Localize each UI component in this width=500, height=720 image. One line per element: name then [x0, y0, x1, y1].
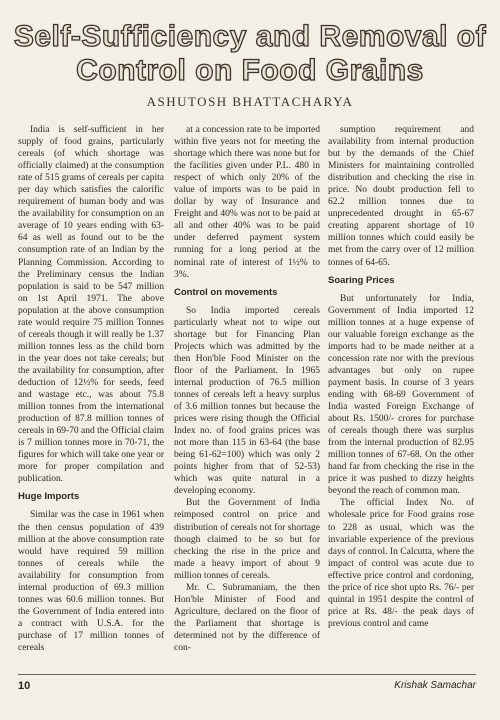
section-heading: Soaring Prices — [328, 274, 395, 286]
magazine-name: Krishak Samachar — [394, 680, 476, 691]
section-heading: Huge Imports — [18, 491, 80, 503]
article-column-3 — [328, 124, 474, 630]
section-heading: Control on movements — [174, 286, 278, 298]
paragraph: But unfortunately for India, Government of India imported 12 million tonnes at a huge expense of our valuable foreign exchange as the imports had to be made neither at a concession rate nor with the previous advantages but only on rupee payment basis. In course of 3 years ending with 68-69 Government of India wasted Foreign Exchange of about Rs. 1500/- crores for purchase of cereals though there was surplus from the internal production of 82.95 million tonnes of 67-68. On the other hand far from checking the rise in the price it was pushed to dizzy heights beyond the reach of common man. — [328, 293, 474, 497]
paragraph: Similar was the case in 1961 when the then census population of 439 million at the above consumption rate would have required 59 million tonnes of cereals while the availability for consumption from internal production of 69.3 million tonnes was 60.6 million tonnes. But the Government of India entered into a contract with U.S.A. for the purchase of 17 million tonnes of cereals — [18, 510, 164, 653]
paragraph: Mr. C. Subramaniam, the then Hon'ble Minister of Food and Agriculture, declared on the floor of the Parliament that shortage is determined not by the difference of con- — [174, 582, 320, 653]
paragraph: The official Index No. of wholesale price for Food grains rose to 228 as usual, which was the invariable experience of the previous days of control. In Calcutta, where the impact of control was acute due to effective price control and cordoning, the price of rice shot upto Rs. 76/- per quintal in 1951 despite the control of price at Rs. 48/- the peak days of previous control and came — [328, 498, 474, 629]
paragraph: sumption requirement and availability from internal production but by the demands of the Chief Ministers for maintaining controlled distribution and checking the rise in price. No doubt production fell to 62.2 million tonnes due to unprecedented drought in 65-67 creating apparent shortage of 10 million tonnes which could easily be met from the carry over of 12 million tonnes of 64-65. — [328, 125, 474, 268]
paragraph: at a concession rate to be imported within five years not for meeting the shortage which there was none but for the facilities given under P.L. 480 in respect of which only 20% of the value of imports was to be paid in dollar by way of Insurance and Freight and 40% was not to be paid at all and other 40% was to be paid under deferred payment system running for a long period at the nominal rate of interest of 1½% to 3%. — [174, 125, 320, 280]
footer-divider — [18, 674, 476, 675]
article-column-1 — [18, 124, 164, 654]
article-column-2 — [174, 124, 320, 654]
author-byline: ASHUTOSH BHATTACHARYA — [146, 94, 354, 109]
title-line-2: Control on Food Grains — [76, 54, 424, 87]
paragraph: But the Government of India reimposed control on price and distribution of cereals not for shortage though claimed to be so but for checking the rise in the price and made a heavy import of about 9 million tonnes of cereals. — [174, 498, 320, 581]
paragraph: India is self-sufficient in her supply of food grains, particularly cereals (of which shortage was officially claimed) at the consumption rate of 515 grams of cereals per capita per day which satisfies the calorific requirement of human body and was the availability for consumption on an average of 10 years ending with 63-64 as well as found out to be the consumption rate of an Indian by the Planning Commission. According to the Preliminary census the Indian population is said to be 547 million on 1st April 1971. The above population at the above consumption rate would require 75 million Tonnes of cereals though it will really be 1.37 million tonnes less as the child born in the year does not take cereals; but the availability for consumption, after deduction of 12½% for seeds, feed and wastage etc., was about 75.8 million tonnes from the international production of 87.8 million tonnes of cereals in 69-70 and the Official claim is 7 million tonnes more in 70-71, the figures for which will take one year or more for proper compilation and publication. — [18, 125, 164, 485]
paragraph: So India imported cereals particularly wheat not to wipe out shortage but for Financing Plan Projects which was admitted by the then Hon'ble Food Minister on the floor of the Parliament. In 1965 internal production of 76.5 million tonnes of cereals left a heavy surplus of 3.6 million tonnes but because the prices were rising though the Official Index no. of food grains prices was not more than 115 in 63-64 (the base being 61-62=100) which was only 2 points higher from that of 52-53) which was quite natural in a developing economy. — [174, 305, 320, 497]
page-number: 10 — [18, 680, 31, 692]
article-title — [0, 20, 500, 88]
title-line-1: Self-Sufficiency and Removal of — [13, 20, 487, 53]
